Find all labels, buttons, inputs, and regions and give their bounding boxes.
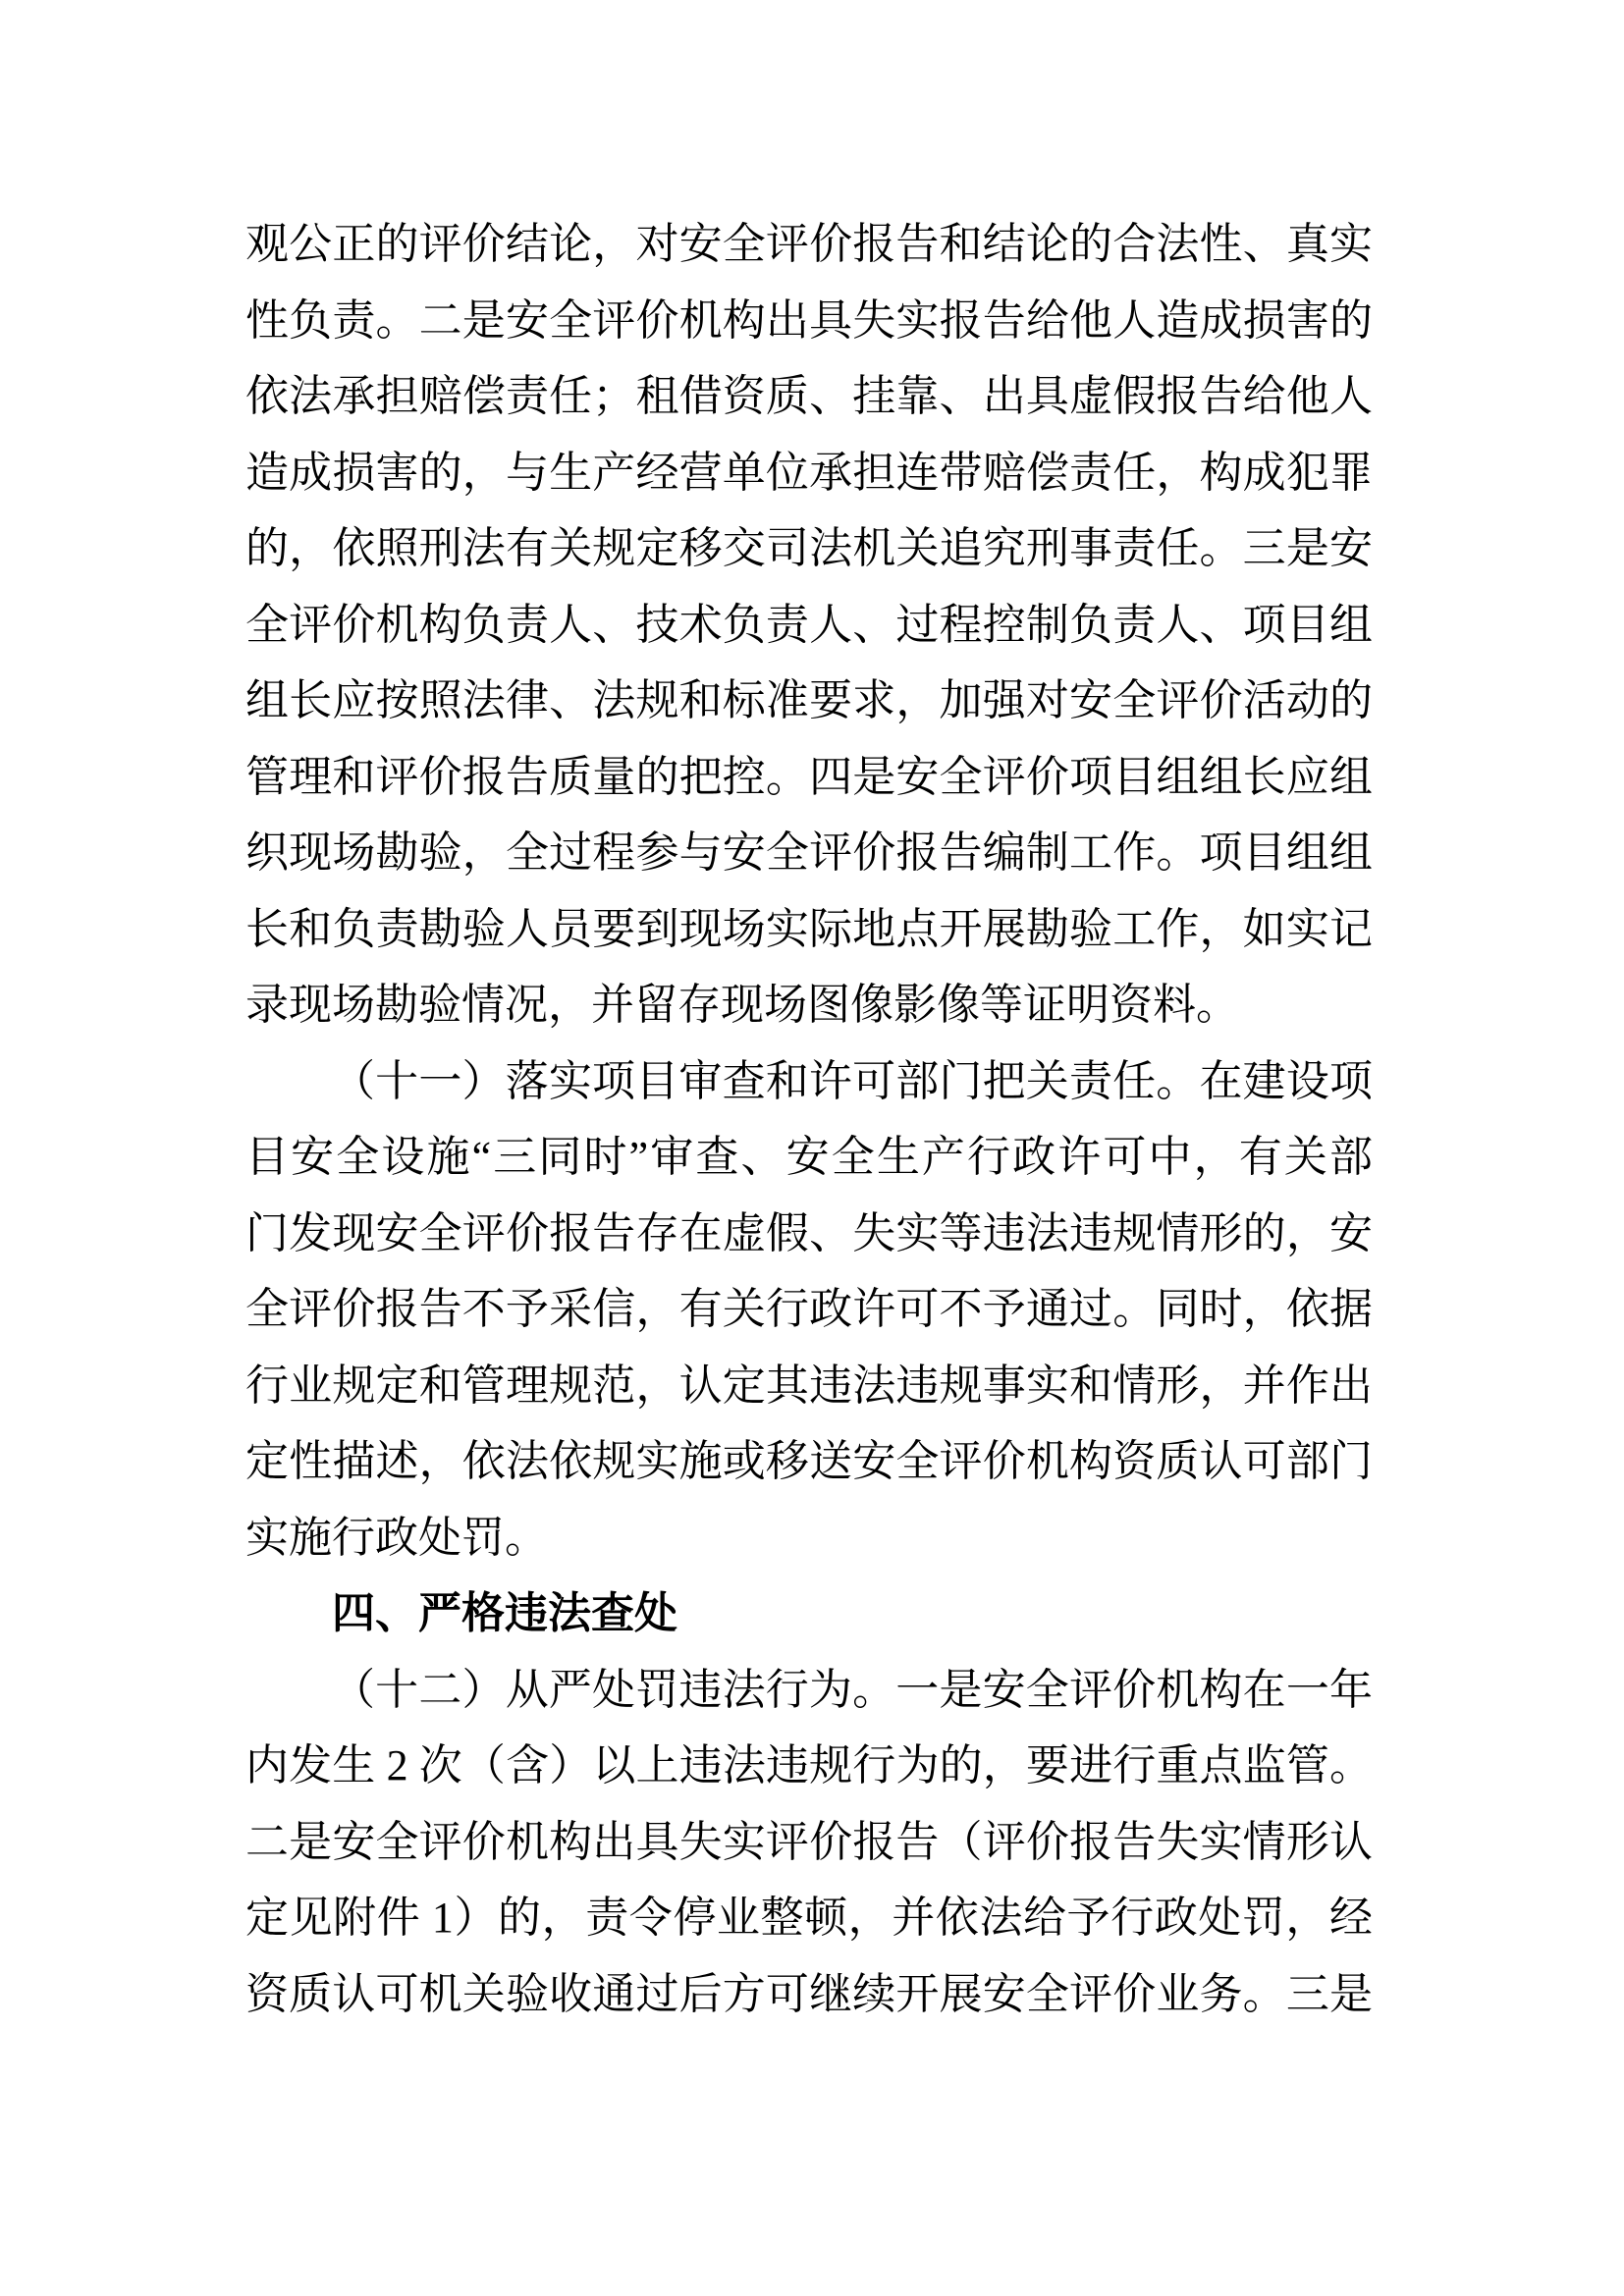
text-line: （十二）从严处罚违法行为。一是安全评价机构在一年: [332, 1665, 1373, 1714]
text-line: 内发生 2 次（含）以上违法违规行为的，要进行重点监管。: [245, 1741, 1373, 1789]
text-line: 管理和评价报告质量的把控。四是安全评价项目组组长应组: [245, 752, 1373, 801]
text-line: 观公正的评价结论，对安全评价报告和结论的合法性、真实: [245, 220, 1373, 268]
text-line: 行业规定和管理规范，认定其违法违规事实和情形，并作出: [245, 1361, 1373, 1410]
text-line: 定见附件 1）的，责令停业整顿，并依法给予行政处罚，经: [245, 1894, 1373, 1942]
text-line: 织现场勘验，全过程参与安全评价报告编制工作。项目组组: [245, 828, 1373, 877]
text-line: 目安全设施“三同时”审查、安全生产行政许可中，有关部: [245, 1133, 1373, 1181]
text-line: 依法承担赔偿责任；租借资质、挂靠、出具虚假报告给他人: [245, 372, 1373, 420]
text-line: 长和负责勘验人员要到现场实际地点开展勘验工作，如实记: [245, 904, 1373, 953]
text-line: 门发现安全评价报告存在虚假、失实等违法违规情形的，安: [245, 1208, 1373, 1257]
section-heading: 四、严格违法查处: [332, 1589, 677, 1637]
text-line: 二是安全评价机构出具失实评价报告（评价报告失实情形认: [245, 1817, 1373, 1866]
text-line: 性负责。二是安全评价机构出具失实报告给他人造成损害的: [245, 295, 1373, 345]
text-line: 资质认可机关验收通过后方可继续开展安全评价业务。三是: [245, 1969, 1373, 2018]
text-line: 造成损害的，与生产经营单位承担连带赔偿责任，构成犯罪: [245, 448, 1373, 497]
text-line: 组长应按照法律、法规和标准要求，加强对安全评价活动的: [245, 676, 1373, 724]
text-line: 全评价机构负责人、技术负责人、过程控制负责人、项目组: [245, 600, 1373, 649]
text-line: 的，依照刑法有关规定移交司法机关追究刑事责任。三是安: [245, 524, 1373, 572]
document-text: [245, 206, 1373, 2032]
text-line: （十一）落实项目审查和许可部门把关责任。在建设项: [332, 1056, 1373, 1105]
text-line: 录现场勘验情况，并留存现场图像影像等证明资料。: [245, 981, 1239, 1029]
text-line: 定性描述，依法依规实施或移送安全评价机构资质认可部门: [245, 1437, 1373, 1485]
text-line: 实施行政处罚。: [245, 1513, 548, 1562]
text-line: 全评价报告不予采信，有关行政许可不予通过。同时，依据: [245, 1285, 1373, 1333]
